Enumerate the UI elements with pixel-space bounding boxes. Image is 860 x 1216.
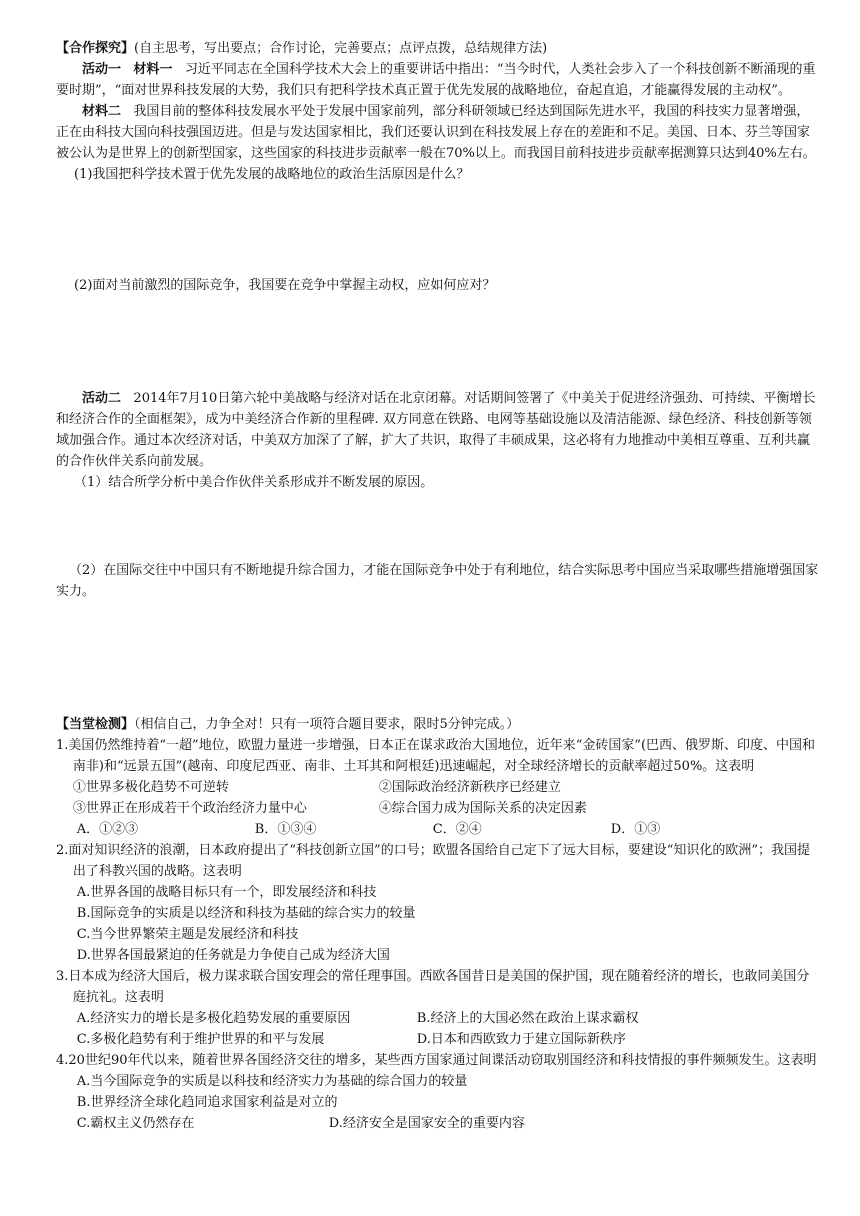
option-d[interactable]: D.经济安全是国家安全的重要内容 xyxy=(328,1116,525,1131)
option-b[interactable]: B.经济上的大国必然在政治上谋求霸权 xyxy=(416,1011,639,1026)
material-one-text: 习近平同志在全国科学技术大会上的重要讲话中指出：“当今时代，人类社会步入了一个科技创新不断涌现的重要时期”，“面对世界科技发展的大势，我们只有把科学技术真正置于优先发展的战略地位，奋起直追，才能赢得发展的主动权”。 xyxy=(56,62,816,98)
question-1-1: (1)我国把科学技术置于优先发展的战略地位的政治生活原因是什么？ xyxy=(74,167,470,182)
options-row xyxy=(56,1029,822,1050)
question-stem: 3.日本成为经济大国后，极力谋求联合国安理会的常任理事国。西欧各国昔日是美国的保护国，现在随着经济的增长，也敢同美国分庭抗礼。这表明 xyxy=(56,969,810,1005)
material-two-text: 我国目前的整体科技发展水平处于发展中国家前列，部分科研领域已经达到国际先进水平，我国的科技实力显著增强，正在由科技大国向科技强国迈进。但是与发达国家相比，我们还要认识到在科技发展上存在的差距和不足。美国、日本、芬兰等国家被公认为是世界上的创新型国家，这些国家的科技进步贡献率一般在70%以上。而我国目前科技进步贡献率据测算只达到40%左右。 xyxy=(56,104,816,161)
material-two-label: 材料二 xyxy=(82,104,122,119)
question-stem: 4.20世纪90年代以来，随着世界各国经济交往的增多，某些西方国家通过间谍活动窃取别国经济和科技情报的事件频频发生。这表明 xyxy=(56,1053,817,1068)
activity-two xyxy=(56,388,822,472)
question-1-2: (2)面对当前激烈的国际竞争，我国要在竞争中掌握主动权，应如何应对？ xyxy=(74,278,496,293)
activity-two-text: 2014年7月10日第六轮中美战略与经济对话在北京闭幕。对话期间签署了《中美关于促进经济强劲、可持续、平衡增长和经济合作的全面框架》，成为中美经济合作新的里程碑. 双方同意在铁路、电网等基础设施以及清洁能源、绿色经济、科技创新等领域加强合作。通过本次经济对话，中美双方加深了了解，扩大了共识，取得了丰硕成果，这必将有力地推动中美相互尊重、互利共赢的合作伙伴关系向前发展。 xyxy=(56,391,816,469)
option-c[interactable]: C.当今世界繁荣主题是发展经济和科技 xyxy=(76,927,299,942)
activity-two-label: 活动二 xyxy=(82,391,122,406)
test-heading-note: （相信自己，力争全对！只有一项符合题目要求，限时5分钟完成。） xyxy=(134,717,520,732)
test-section xyxy=(56,714,822,1134)
option-a[interactable]: A.世界各国的战略目标只有一个，即发展经济和科技 xyxy=(76,885,377,900)
options-row xyxy=(56,1008,822,1029)
option-a[interactable]: A．①②③ xyxy=(76,822,139,837)
question-stem: 2.面对知识经济的浪潮，日本政府提出了“科技创新立国”的口号；欧盟各国给自己定下了远大目标，要建设“知识化的欧洲”；我国提出了科教兴国的战略。这表明 xyxy=(56,843,810,879)
question-2-1: （1）结合所学分析中美合作伙伴关系形成并不断发展的原因。 xyxy=(74,475,434,490)
option-c[interactable]: C．②④ xyxy=(432,822,482,837)
question-2-2: （2）在国际交往中中国只有不断地提升综合国力，才能在国际竞争中处于有利地位，结合实际思考中国应当采取哪些措施增强国家实力。 xyxy=(56,563,819,599)
option-d[interactable]: D.世界各国最紧迫的任务就是力争使自己成为经济大国 xyxy=(76,948,390,963)
statement-row xyxy=(56,798,822,819)
option-b[interactable]: B.国际竞争的实质是以经济和科技为基础的综合实力的较量 xyxy=(76,906,416,921)
question-2-2-block xyxy=(56,560,822,602)
statement-item: ①世界多极化趋势不可逆转 xyxy=(72,780,229,795)
activity-two-block xyxy=(56,388,822,493)
question-1-2-block xyxy=(56,275,822,296)
option-d[interactable]: D.日本和西欧致力于建立国际新秩序 xyxy=(416,1032,626,1047)
option-c[interactable]: C.霸权主义仍然存在 xyxy=(76,1116,195,1131)
material-two xyxy=(56,101,822,164)
material-one-label: 材料一 xyxy=(133,62,173,77)
statement-item: ②国际政治经济新秩序已经建立 xyxy=(378,780,561,795)
explore-heading-line xyxy=(56,38,822,59)
test-heading: 【当堂检测】 xyxy=(56,717,135,732)
options-row xyxy=(56,819,822,840)
explore-heading: 【合作探究】 xyxy=(56,41,135,56)
statement-item: ④综合国力成为国际关系的决定因素 xyxy=(378,801,587,816)
test-heading-line xyxy=(56,714,822,735)
option-d[interactable]: D．①③ xyxy=(610,822,661,837)
option-b[interactable]: B．①③④ xyxy=(254,822,317,837)
explore-section xyxy=(56,38,822,185)
option-c[interactable]: C.多极化趋势有利于维护世界的和平与发展 xyxy=(76,1032,325,1047)
statement-item: ③世界正在形成若干个政治经济力量中心 xyxy=(72,801,307,816)
explore-heading-note: (自主思考，写出要点；合作讨论，完善要点；点评点拨，总结规律方法) xyxy=(134,41,548,56)
question-stem: 1.美国仍然维持着“一超”地位，欧盟力量进一步增强，日本正在谋求政治大国地位，近年来“金砖国家”(巴西、俄罗斯、印度、中国和南非)和“远景五国”(越南、印度尼西亚、南非、土耳其和阿根廷)迅速崛起，对全球经济增长的贡献率超过50%。这表明 xyxy=(56,738,816,774)
option-b[interactable]: B.世界经济全球化趋同追求国家利益是对立的 xyxy=(76,1095,338,1110)
option-a[interactable]: A.当今国际竞争的实质是以科技和经济实力为基础的综合国力的较量 xyxy=(76,1074,468,1089)
options-row xyxy=(56,1113,822,1134)
statement-row xyxy=(56,777,822,798)
material-one xyxy=(56,59,822,101)
activity-one-label: 活动一 xyxy=(82,62,122,77)
option-a[interactable]: A.经济实力的增长是多极化趋势发展的重要原因 xyxy=(76,1011,351,1026)
